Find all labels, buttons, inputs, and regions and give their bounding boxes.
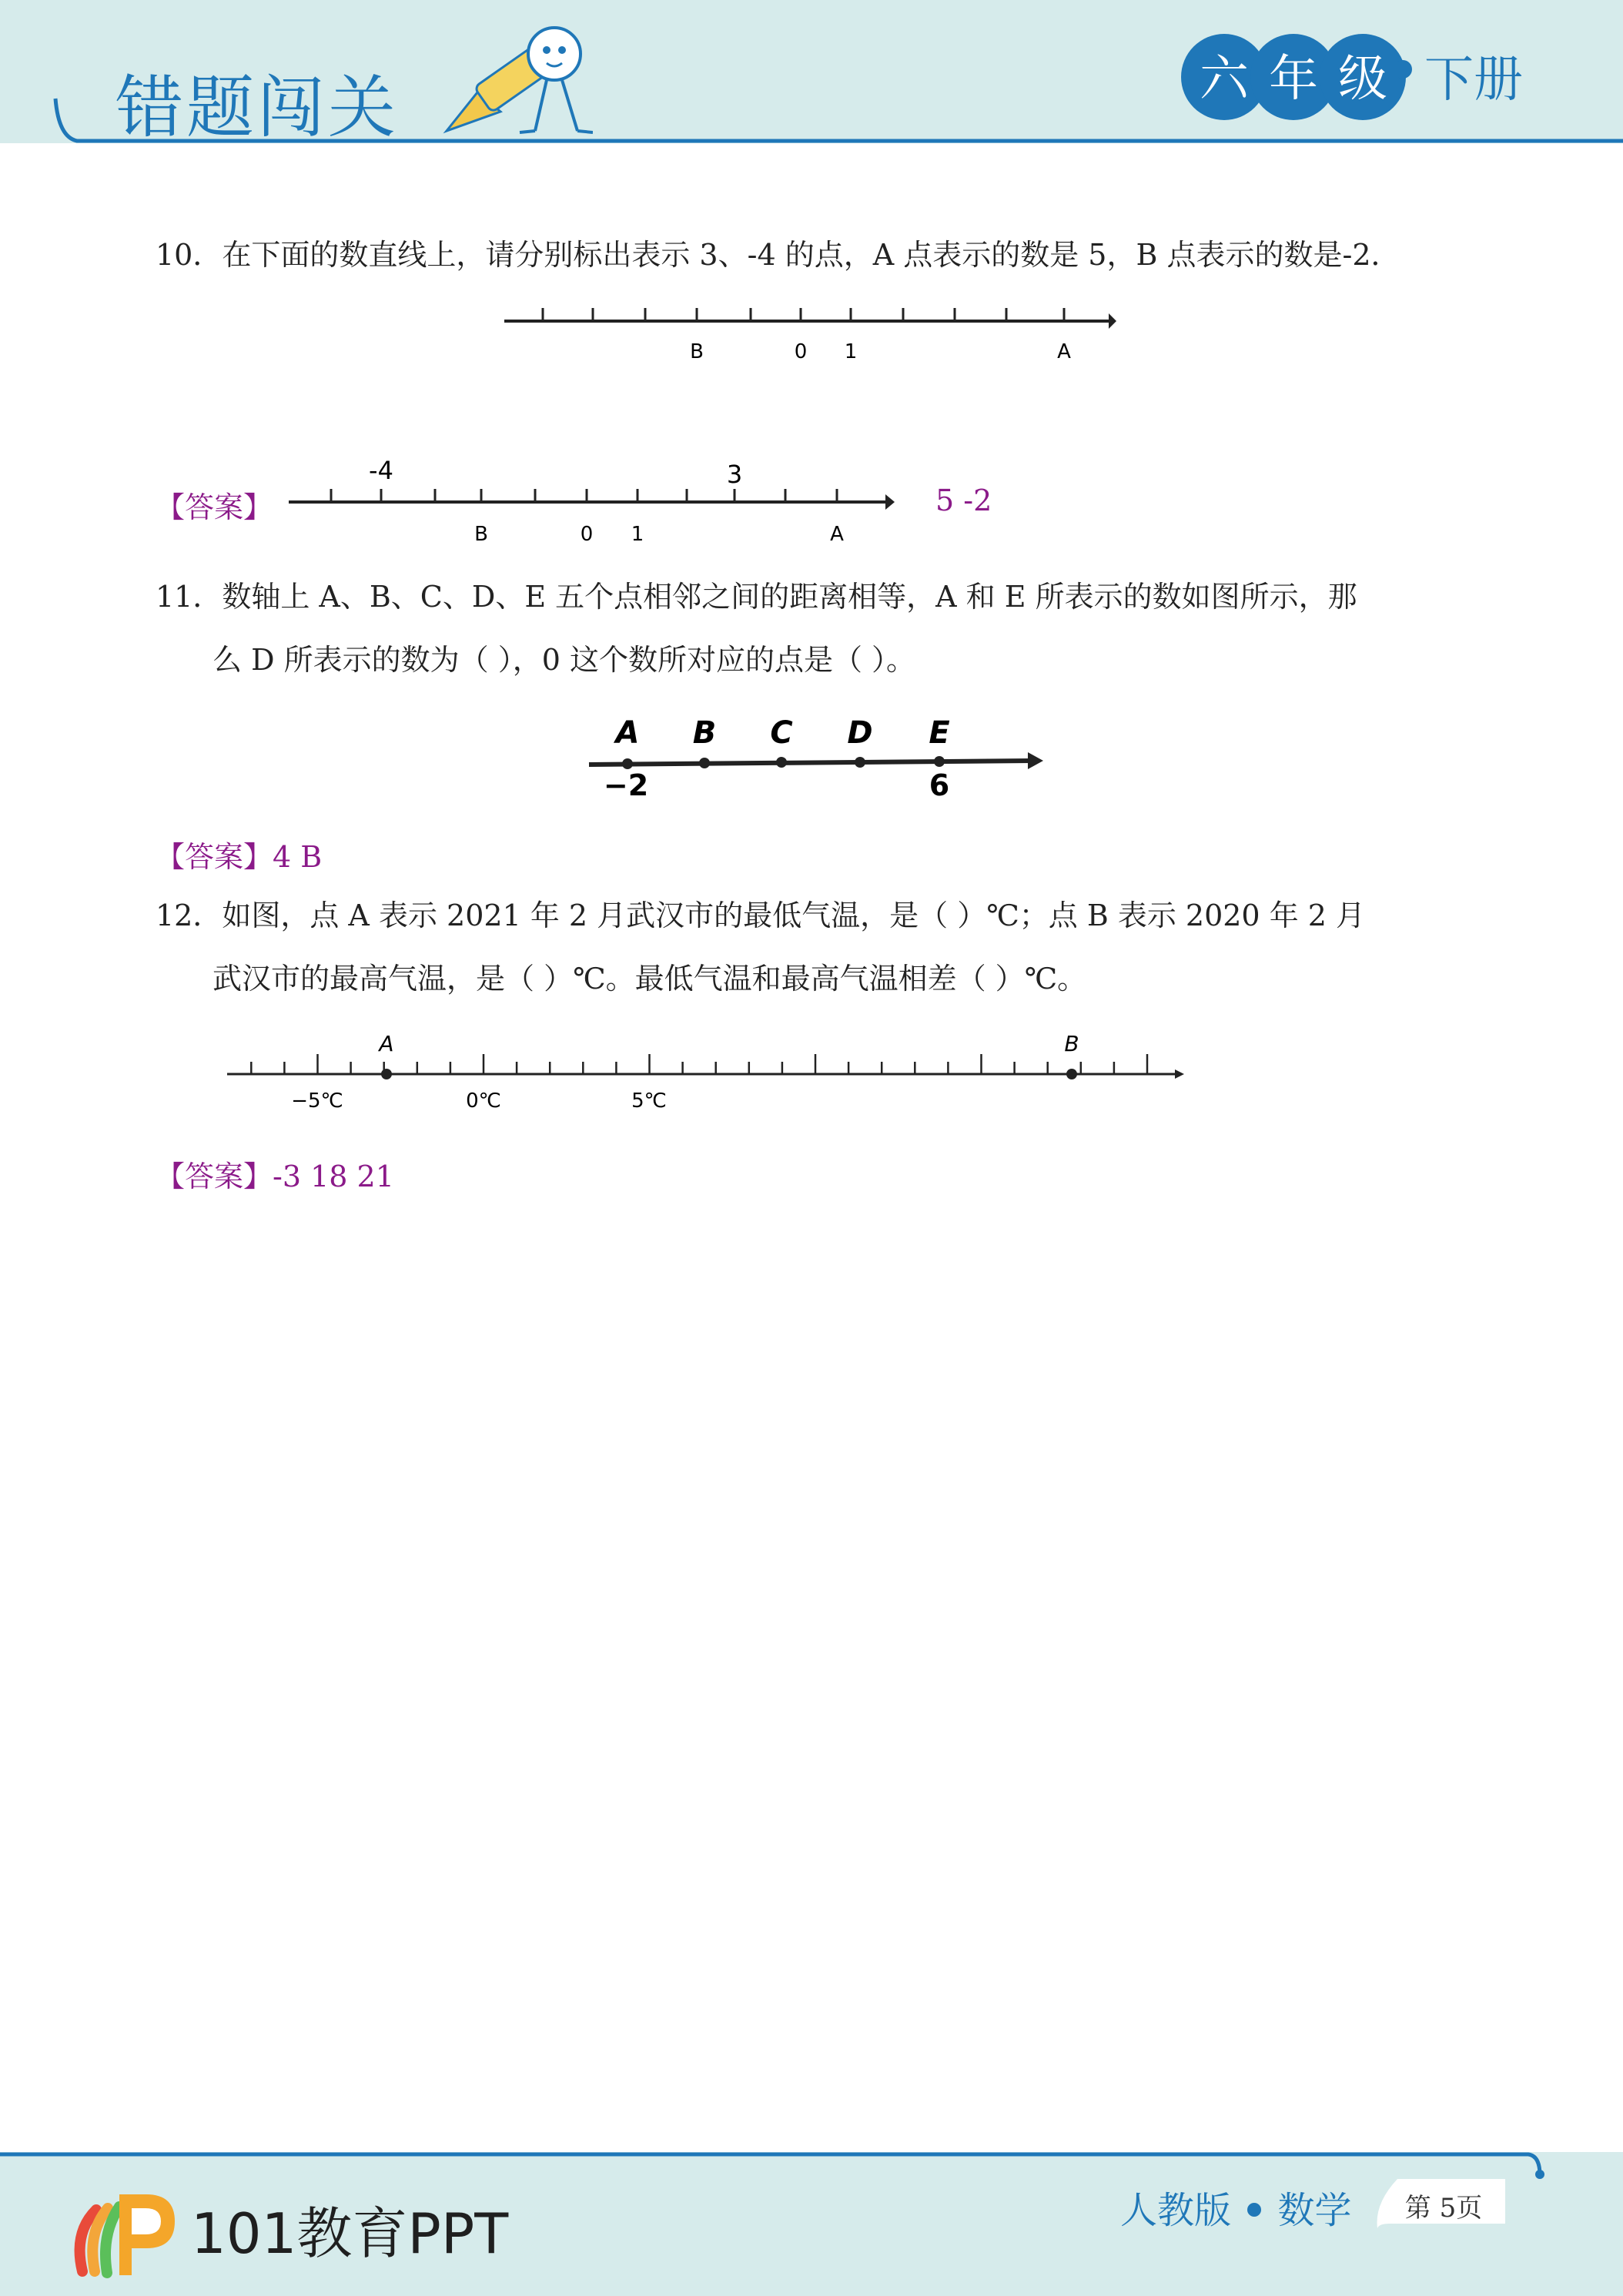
question-11-line-1: 11．数轴上 A、B、C、D、E 五个点相邻之间的距离相等，A 和 E 所表示的数如图所示，那 xyxy=(156,580,1357,614)
grade-char-1: 六 xyxy=(1200,51,1249,108)
q10-answer-label-b: B xyxy=(474,523,488,546)
q10-answer-label-1: 1 xyxy=(631,523,644,546)
q11-point-b: B xyxy=(692,715,717,751)
q11-point-a: A xyxy=(615,715,640,751)
q10-label-a: A xyxy=(1057,340,1071,363)
q10-label-b: B xyxy=(690,340,704,363)
q11-answer-prefix: 【答案】 xyxy=(156,840,273,874)
pencil-mascot-icon xyxy=(439,15,593,139)
edition-label: 人教版 xyxy=(1120,2189,1232,2232)
q10-answer-label-3: 3 xyxy=(726,460,743,489)
q11-answer-values: 4 B xyxy=(273,840,323,874)
question-12-line-2: 武汉市的最高气温，是（ ）℃。最低气温和最高气温相差（ ）℃。 xyxy=(212,962,1087,996)
brand-title: 错题闯关 xyxy=(115,68,400,147)
q11-value-a: −2 xyxy=(603,768,649,802)
question-12-number-line xyxy=(223,1028,1193,1124)
q10-answer-label-0: 0 xyxy=(580,523,594,546)
question-11-line-2: 么 D 所表示的数为（ ），0 这个数所对应的点是（ ）。 xyxy=(212,643,916,677)
q11-point-c: C xyxy=(770,715,793,751)
question-11-number-line xyxy=(581,712,1051,805)
q11-answer xyxy=(156,833,322,875)
q12-tick-5: 5℃ xyxy=(631,1089,667,1113)
subject-label: 数学 xyxy=(1277,2189,1352,2232)
q12-tick-minus5: −5℃ xyxy=(291,1089,343,1113)
q10-answer-label-a: A xyxy=(830,523,844,546)
separator-dot-icon xyxy=(1247,2203,1261,2217)
question-10-number-line xyxy=(500,296,1132,373)
grade-char-2: 年 xyxy=(1269,51,1318,108)
p-logo-icon xyxy=(73,2179,181,2279)
q11-point-e: E xyxy=(929,715,950,751)
q11-point-d: D xyxy=(847,715,873,751)
q12-tick-0: 0℃ xyxy=(466,1089,501,1113)
volume-label: 下册 xyxy=(1424,52,1523,109)
question-12-line-1: 12．如图，点 A 表示 2021 年 2 月武汉市的最低气温，是（ ）℃；点 B 表示 2020 年 2 月 xyxy=(156,899,1366,932)
q10-answer-number-line xyxy=(285,447,909,554)
q12-answer xyxy=(156,1153,394,1195)
q12-answer-values: -3 18 21 xyxy=(273,1160,394,1193)
q12-point-b: B xyxy=(1064,1031,1079,1056)
grade-char-3: 级 xyxy=(1338,51,1387,108)
question-10-text: 10．在下面的数直线上，请分别标出表示 3、-4 的点，A 点表示的数是 5，B 点表示的数是-2． xyxy=(156,238,1400,272)
q10-label-1: 1 xyxy=(844,340,858,363)
q10-label-0: 0 xyxy=(794,340,808,363)
q12-answer-prefix: 【答案】 xyxy=(156,1160,273,1193)
edition-subject xyxy=(1120,2181,1352,2234)
logo-text: 101教育PPT xyxy=(191,2201,509,2266)
q10-answer-values: 5 -2 xyxy=(935,484,992,517)
q12-point-a: A xyxy=(379,1031,394,1056)
page-number: 第 5页 xyxy=(1404,2193,1483,2224)
q11-value-e: 6 xyxy=(929,768,950,802)
q10-answer-prefix: 【答案】 xyxy=(156,490,273,524)
q10-answer-label-minus4: -4 xyxy=(369,456,393,485)
